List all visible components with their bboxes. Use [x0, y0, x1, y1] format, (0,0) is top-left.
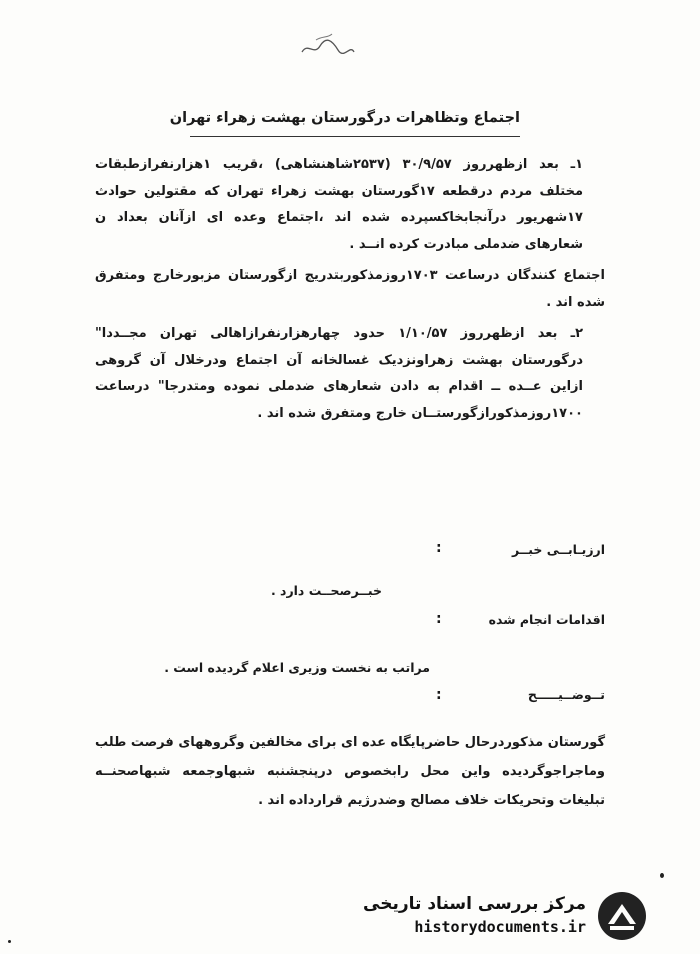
explanation-colon: :	[436, 687, 442, 703]
document-title: اجتماع وتظاهرات درگورستان بهشت زهراء تهران	[169, 110, 520, 126]
evaluation-text: خبــرصحــت دارد .	[270, 583, 382, 598]
archive-watermark	[348, 890, 648, 950]
archive-name: مرکز بررسی اسناد تاریخی	[363, 894, 586, 914]
evaluation-label: ارزیـابــی خبــر	[511, 542, 605, 557]
paragraph-1: ۱ـ بعد ازظهرروز ۳۰/۹/۵۷ (۲۵۳۷شاهنشاهی) ،قریب ۱هزارنفرازطبقات مختلف مردم درقطعه ۱۷گورستان بهشت زهراء تهران که مقتولین حوادث ۱۷شهریور درآنجابخاکسپرده شده اند ،اجتماع وعده ای ازآنان بعداد ن شعارهای ضدملی مبادرت کرده انــد .	[95, 157, 584, 252]
scan-speck	[8, 940, 11, 943]
actions-colon: :	[436, 611, 442, 627]
report-body	[95, 152, 605, 432]
archive-url: historydocuments.ir	[414, 918, 586, 936]
paragraph-1-followup: اجتماع کنندگان درساعت ۱۷۰۳روزمذکوربتدریج ازگورستان مزبورخارج ومتفرق شده اند .	[95, 268, 605, 310]
explanation-text: گورستان مذکوردرحال حاضرپایگاه عده ای برای مخالفین وگروههای فرصت طلب وماجراجوگردیده واین محل رابخصوص درپنجشنبه شبهاوجمعه شبهاصحنــه تبلیغات وتحریکات خلاف مصالح وضدرژیم قرارداده اند .	[95, 735, 605, 808]
handwritten-scribble	[298, 30, 358, 60]
scan-speck	[660, 873, 664, 878]
paragraph-2: ۲ـ بعد ازظهرروز ۱/۱۰/۵۷ حدود چهارهزارنفرازاهالی تهران مجــددا" درگورستان بهشت زهراونزدیک غسالخانه آن اجتماع ودرخلال آن گروهی ازاین عــده ــ اقدام به دادن شعارهای ضدملی نموده ومتدرجا" درساعت ۱۷۰۰روزمذکورازگورستــان خارج ومتفرق شده اند .	[95, 326, 583, 421]
title-underline	[190, 136, 520, 137]
archive-logo-icon	[596, 890, 648, 942]
actions-label: اقدامات انجام شده	[488, 612, 605, 627]
explanation-label: تــوضــیـــــح	[527, 687, 605, 702]
evaluation-colon: :	[436, 540, 442, 556]
actions-text: مراتب به نخست وزیری اعلام گردیده است .	[164, 660, 430, 675]
